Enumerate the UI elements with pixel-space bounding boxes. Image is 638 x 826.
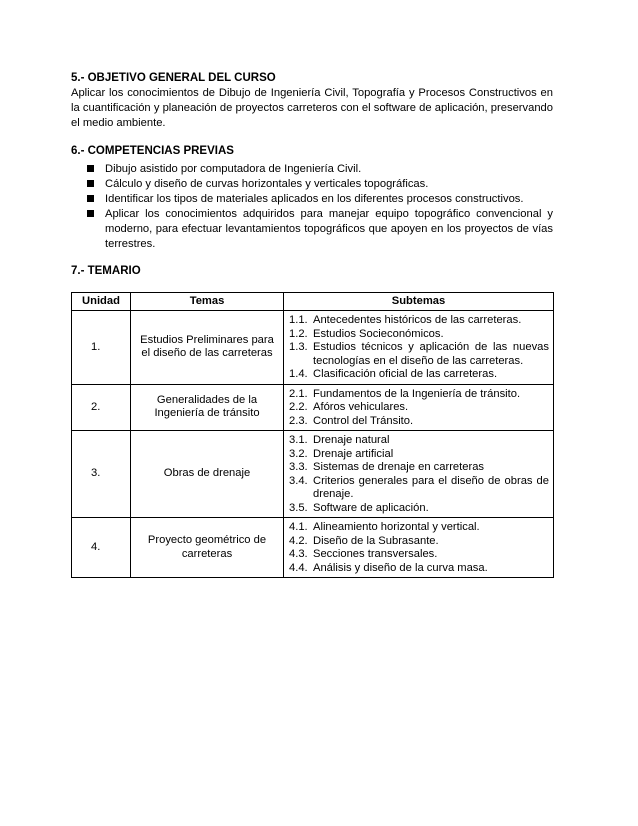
subtema-text: Afóros vehiculares. [313,401,409,413]
subtema-item [289,548,549,562]
table-header-row [72,293,554,311]
subtema-text: Estudios Socieconómicos. [313,327,444,340]
subtema-number: 4.1. [289,521,308,533]
list-item [71,207,553,252]
subtemas-cell [284,311,554,385]
table-row [72,431,554,518]
subtema-text: Drenaje artificial [313,447,394,460]
subtema-text: Antecedentes históricos de las carreteras. [313,314,522,326]
temario-table [71,292,554,578]
list-item-text: Identificar los tipos de materiales aplicados en los diferentes procesos constructivos. [105,193,524,205]
subtema-item [289,461,549,475]
subtema-item [289,448,549,462]
competencias-list [71,162,553,252]
subtema-text: Fundamentos de la Ingeniería de tránsito. [313,387,521,400]
square-bullet-icon [87,165,94,172]
subtema-item [289,401,549,415]
unidad-cell: 4. [72,518,131,578]
subtema-number: 4.4. [289,561,308,574]
subtemas-cell [284,384,554,431]
subtema-number: 4.2. [289,534,308,547]
header-unidad: Unidad [72,293,131,311]
tema-cell: Estudios Preliminares para el diseño de las carreteras [131,311,284,385]
tema-cell: Obras de drenaje [131,431,284,518]
subtema-number: 2.3. [289,414,308,427]
subtema-number: 3.3. [289,461,308,473]
subtema-item [289,341,549,368]
subtema-item [289,502,549,516]
square-bullet-icon [87,210,94,217]
unidad-cell: 3. [72,431,131,518]
subtema-text: Diseño de la Subrasante. [313,534,439,547]
subtema-number: 2.2. [289,401,308,413]
subtema-text: Alineamiento horizontal y vertical. [313,521,480,533]
table-row [72,384,554,431]
subtema-item [289,434,549,448]
subtema-number: 3.4. [289,474,308,487]
subtemas-cell [284,431,554,518]
subtema-item [289,415,549,429]
subtema-number: 2.1. [289,387,308,400]
header-temas: Temas [131,293,284,311]
list-item-text: Cálculo y diseño de curvas horizontales y verticales topográficas. [105,178,429,190]
subtema-item [289,314,549,328]
subtema-text: Criterios generales para el diseño de obras de drenaje. [313,474,549,500]
list-item-text: Dibujo asistido por computadora de Ingeniería Civil. [105,163,362,175]
subtema-item [289,368,549,382]
subtema-text: Software de aplicación. [313,501,429,514]
subtema-item [289,562,549,576]
subtema-item [289,388,549,402]
subtema-number: 3.2. [289,447,308,460]
subtema-number: 1.1. [289,314,308,326]
document-page [71,71,553,578]
list-item [71,177,553,192]
header-subtemas: Subtemas [284,293,554,311]
subtema-text: Estudios técnicos y aplicación de las nuevas tecnologías en el diseño de las carreteras. [313,341,549,367]
subtema-text: Secciones transversales. [313,548,438,560]
subtema-number: 1.4. [289,368,308,380]
table-row [72,518,554,578]
subtema-number: 3.1. [289,434,308,446]
section-5-text: Aplicar los conocimientos de Dibujo de Ingeniería Civil, Topografía y Procesos Constructivos en la cuantificación y planeación de proyectos carreteros con el software de aplicación, preservando el medio ambiente. [71,87,553,129]
tema-cell: Generalidades de la Ingeniería de tránsito [131,384,284,431]
list-item [71,162,553,177]
subtema-text: Drenaje natural [313,434,390,446]
subtema-number: 1.2. [289,327,308,340]
subtema-text: Sistemas de drenaje en carreteras [313,461,485,473]
subtema-text: Control del Tránsito. [313,414,414,427]
subtema-number: 1.3. [289,341,308,353]
unidad-cell: 2. [72,384,131,431]
subtema-item [289,521,549,535]
list-item [71,192,553,207]
section-7-title: 7.- TEMARIO [71,265,141,277]
subtema-item [289,328,549,342]
subtema-number: 4.3. [289,548,308,560]
table-row [72,311,554,385]
subtema-item [289,475,549,502]
subtema-item [289,535,549,549]
section-5-title: 5.- OBJETIVO GENERAL DEL CURSO [71,72,276,84]
unidad-cell: 1. [72,311,131,385]
subtema-text: Análisis y diseño de la curva masa. [313,561,488,574]
subtema-text: Clasificación oficial de las carreteras. [313,368,498,380]
tema-cell: Proyecto geométrico de carreteras [131,518,284,578]
square-bullet-icon [87,195,94,202]
subtema-number: 3.5. [289,501,308,514]
square-bullet-icon [87,180,94,187]
section-6-title: 6.- COMPETENCIAS PREVIAS [71,145,234,157]
list-item-text: Aplicar los conocimientos adquiridos para manejar equipo topográfico convencional y moderno, para efectuar levantamientos topográficos que apoyen en los proyectos de vías terrestres. [105,208,553,250]
subtemas-cell [284,518,554,578]
